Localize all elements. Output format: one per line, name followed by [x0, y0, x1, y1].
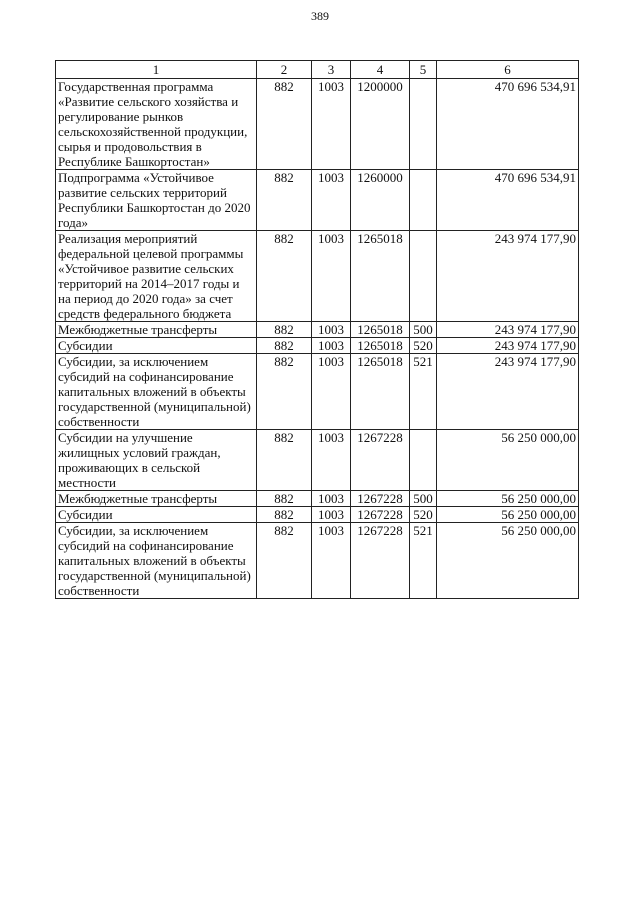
row-code-3: 1003	[312, 430, 351, 491]
table-row	[56, 507, 579, 523]
row-code-5: 500	[410, 322, 437, 338]
row-name: Субсидии	[56, 507, 257, 523]
row-name: Субсидии	[56, 338, 257, 354]
row-code-2: 882	[257, 354, 312, 430]
table-row	[56, 491, 579, 507]
table-row	[56, 79, 579, 170]
row-amount: 56 250 000,00	[437, 491, 579, 507]
row-code-2: 882	[257, 338, 312, 354]
row-code-4: 1267228	[351, 507, 410, 523]
row-amount: 470 696 534,91	[437, 170, 579, 231]
row-code-5: 521	[410, 523, 437, 599]
row-name: Государственная программа «Развитие сельского хозяйства и регулирование рынков сельскохозяйственной продукции, сырья и продовольствия в Республике Башкортостан»	[56, 79, 257, 170]
row-name: Реализация мероприятий федеральной целевой программы «Устойчивое развитие сельских территорий на 2014–2017 годы и на период до 2020 года» за счет средств федерального бюджета	[56, 231, 257, 322]
row-code-5: 500	[410, 491, 437, 507]
row-name: Субсидии, за исключением субсидий на софинансирование капитальных вложений в объекты государственной (муниципальной) собственности	[56, 523, 257, 599]
header-col-3: 3	[312, 61, 351, 79]
table-row	[56, 231, 579, 322]
row-code-2: 882	[257, 523, 312, 599]
row-amount: 56 250 000,00	[437, 523, 579, 599]
row-code-4: 1267228	[351, 430, 410, 491]
row-code-5	[410, 79, 437, 170]
row-code-2: 882	[257, 170, 312, 231]
row-code-5	[410, 170, 437, 231]
row-code-4: 1265018	[351, 231, 410, 322]
row-code-3: 1003	[312, 507, 351, 523]
table-row	[56, 354, 579, 430]
row-amount: 243 974 177,90	[437, 231, 579, 322]
row-code-3: 1003	[312, 338, 351, 354]
row-code-2: 882	[257, 507, 312, 523]
page-number: 389	[311, 9, 329, 23]
header-col-4: 4	[351, 61, 410, 79]
row-code-4: 1267228	[351, 523, 410, 599]
row-code-3: 1003	[312, 231, 351, 322]
row-amount: 243 974 177,90	[437, 322, 579, 338]
row-code-2: 882	[257, 491, 312, 507]
row-amount: 243 974 177,90	[437, 338, 579, 354]
row-code-3: 1003	[312, 354, 351, 430]
header-col-1: 1	[56, 61, 257, 79]
row-code-4: 1267228	[351, 491, 410, 507]
row-code-2: 882	[257, 322, 312, 338]
row-code-5	[410, 430, 437, 491]
table-header-row	[56, 61, 579, 79]
row-code-3: 1003	[312, 322, 351, 338]
row-code-2: 882	[257, 430, 312, 491]
row-code-5: 521	[410, 354, 437, 430]
row-code-2: 882	[257, 231, 312, 322]
row-code-3: 1003	[312, 491, 351, 507]
row-code-5: 520	[410, 338, 437, 354]
row-code-5	[410, 231, 437, 322]
row-code-4: 1200000	[351, 79, 410, 170]
header-col-2: 2	[257, 61, 312, 79]
row-code-4: 1265018	[351, 322, 410, 338]
table-row	[56, 430, 579, 491]
table-row	[56, 338, 579, 354]
row-code-4: 1265018	[351, 354, 410, 430]
row-amount: 56 250 000,00	[437, 430, 579, 491]
row-code-3: 1003	[312, 79, 351, 170]
row-code-4: 1265018	[351, 338, 410, 354]
row-amount: 56 250 000,00	[437, 507, 579, 523]
header-col-5: 5	[410, 61, 437, 79]
budget-table	[55, 60, 579, 599]
row-name: Субсидии, за исключением субсидий на софинансирование капитальных вложений в объекты государственной (муниципальной) собственности	[56, 354, 257, 430]
row-code-4: 1260000	[351, 170, 410, 231]
row-amount: 243 974 177,90	[437, 354, 579, 430]
row-name: Межбюджетные трансферты	[56, 491, 257, 507]
row-name: Субсидии на улучшение жилищных условий граждан, проживающих в сельской местности	[56, 430, 257, 491]
row-code-5: 520	[410, 507, 437, 523]
row-name: Межбюджетные трансферты	[56, 322, 257, 338]
row-code-3: 1003	[312, 523, 351, 599]
header-col-6: 6	[437, 61, 579, 79]
row-name: Подпрограмма «Устойчивое развитие сельских территорий Республики Башкортостан до 2020 года»	[56, 170, 257, 231]
row-code-2: 882	[257, 79, 312, 170]
row-code-3: 1003	[312, 170, 351, 231]
row-amount: 470 696 534,91	[437, 79, 579, 170]
table-row	[56, 322, 579, 338]
table-row	[56, 170, 579, 231]
table-row	[56, 523, 579, 599]
